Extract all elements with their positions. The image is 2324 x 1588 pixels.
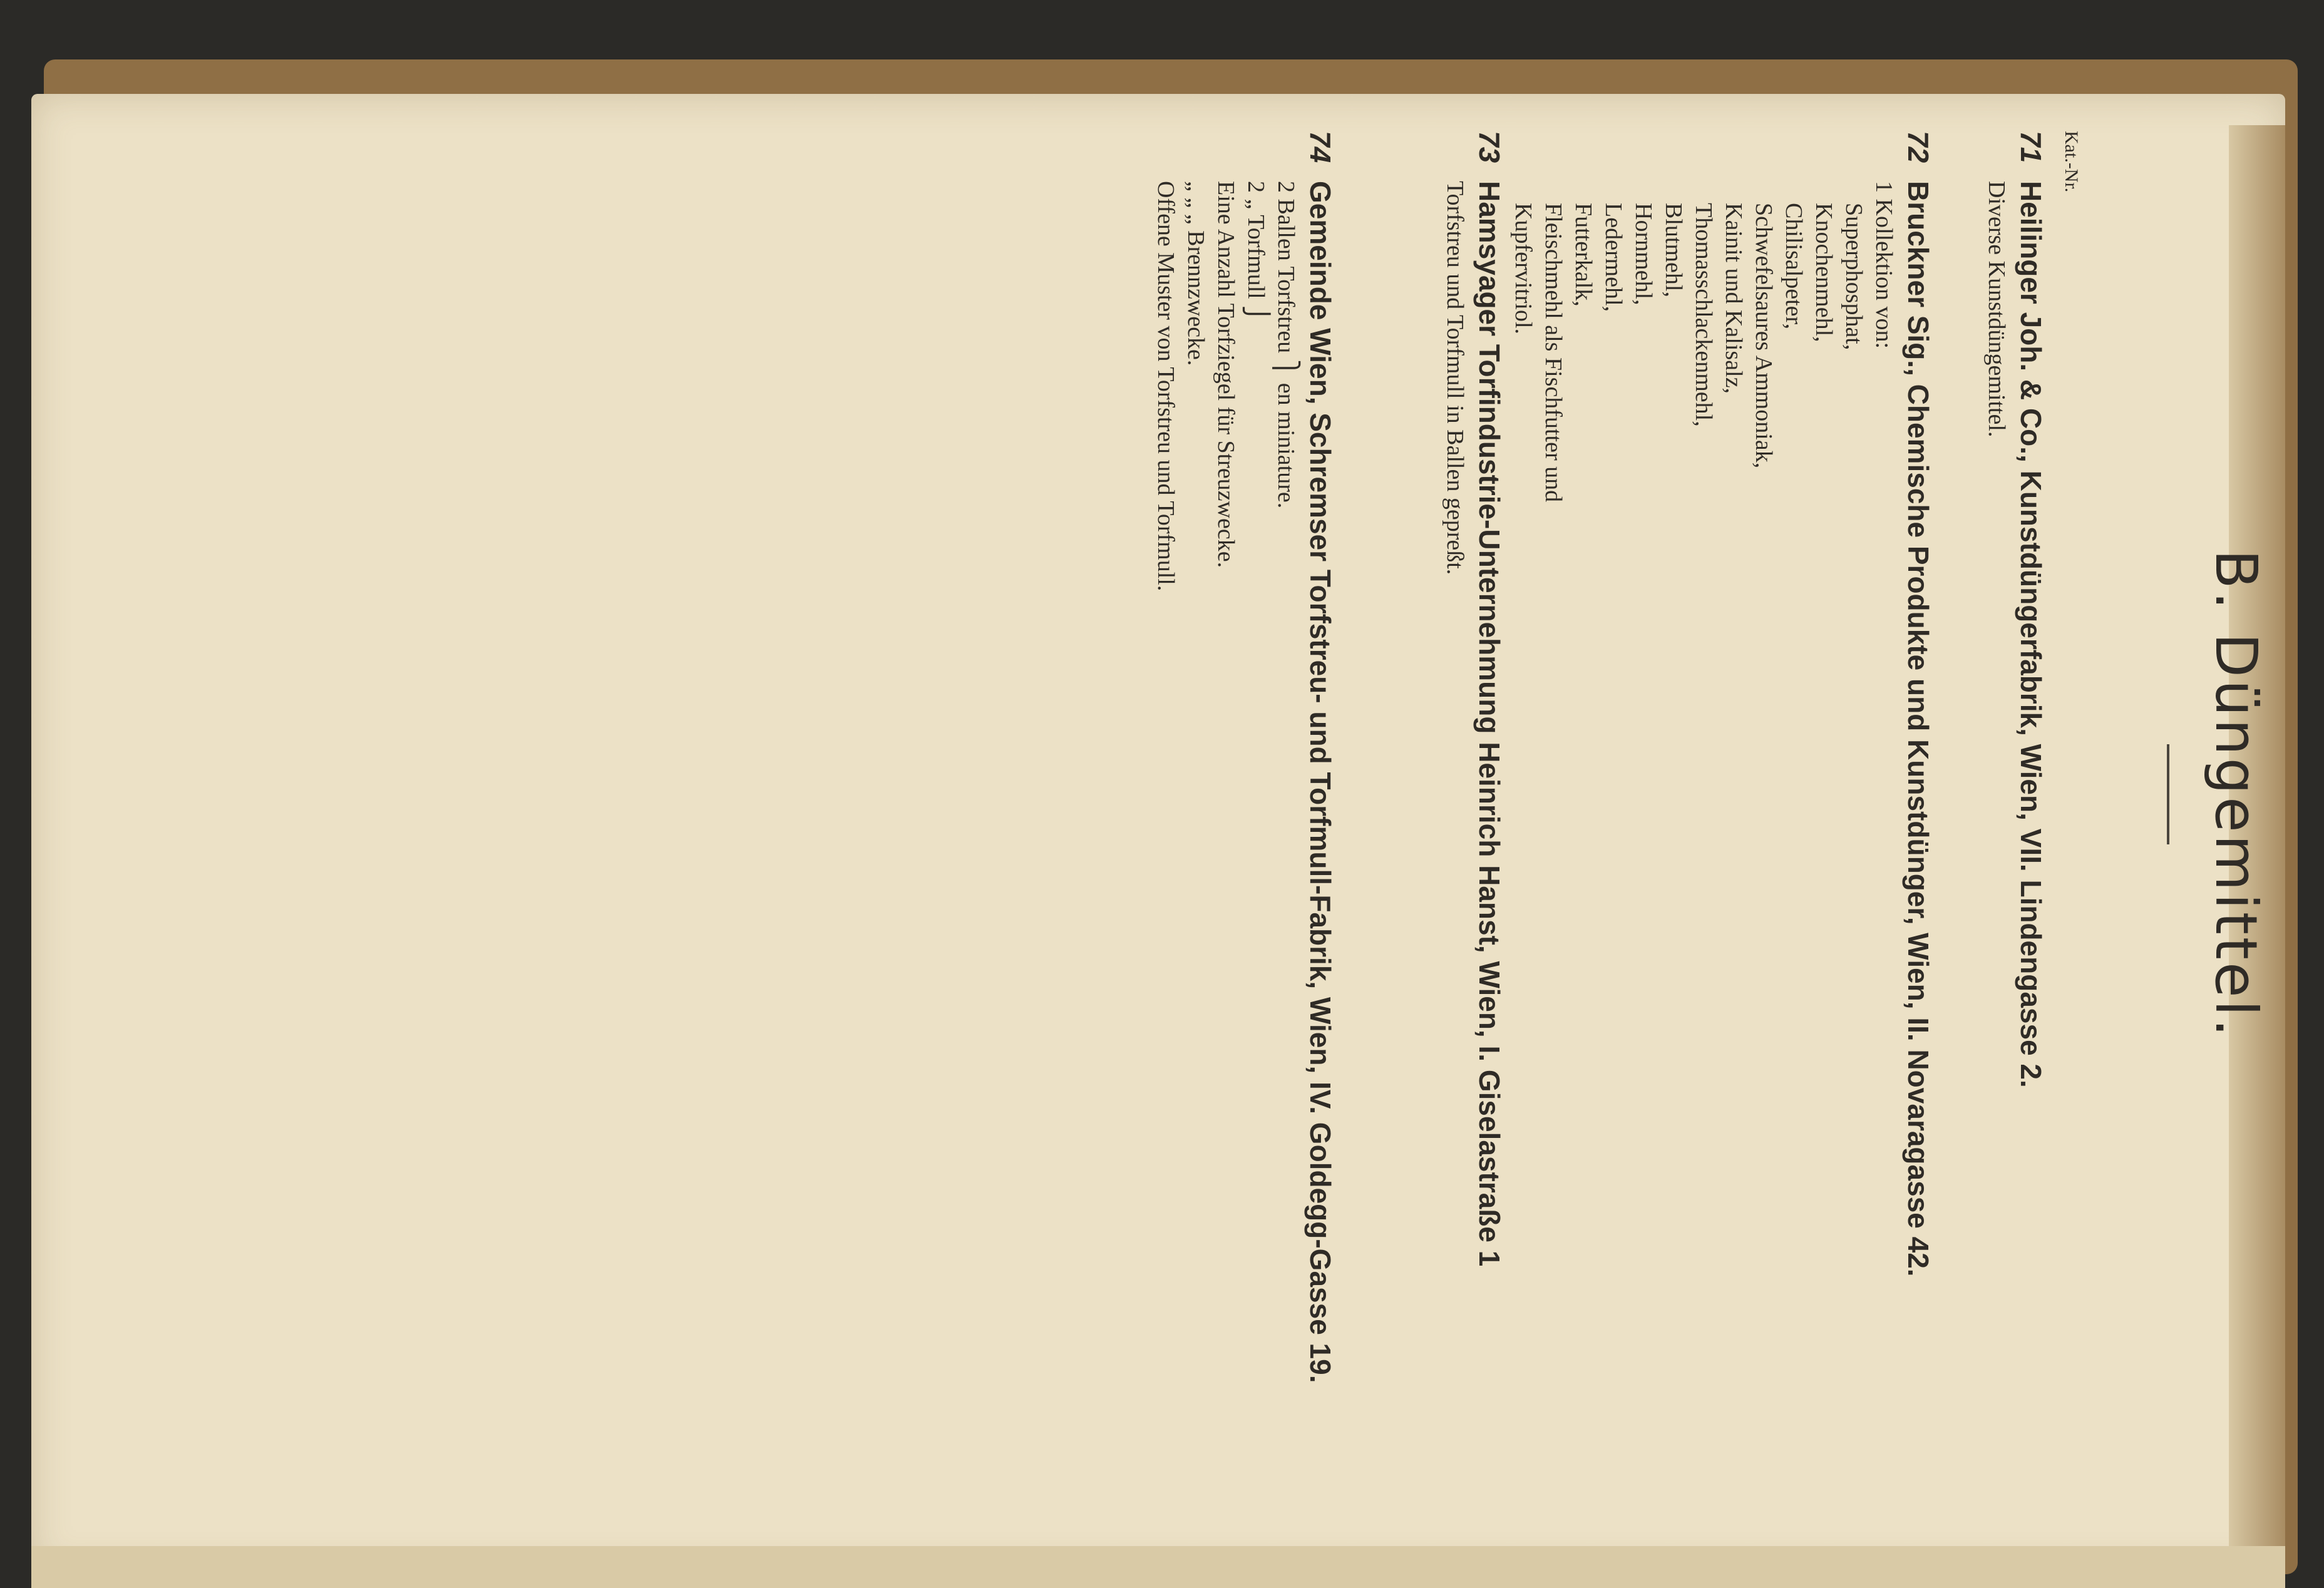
catalog-entry-72 xyxy=(1508,131,1938,1464)
page-content xyxy=(779,106,2295,1483)
entry-subline: Thomasschlackenmehl, xyxy=(1690,203,1717,427)
section-title: B. Düngemittel. xyxy=(2203,549,2270,1040)
entry-subline: Blutmehl, xyxy=(1660,203,1687,297)
entry-heading xyxy=(2012,131,2050,1464)
entry-subline: Chilisalpeter, xyxy=(1781,203,1807,330)
entry-exhibitor: Heilinger Joh. & Co., Kunstdüngerfabrik, Wien, VII. Lindengasse 2. xyxy=(2015,181,2047,1088)
entry-exhibitor: Hamsyager Torfindustrie-Unternehmung Heinrich Hanst, Wien, I. Giselastraße 1 xyxy=(1473,181,1506,1267)
entry-heading xyxy=(1899,131,1938,1464)
entry-subline: Ledermehl, xyxy=(1600,203,1627,312)
entry-line: 1 Kollektion von: xyxy=(1871,181,1897,349)
catalog-entry-71 xyxy=(1982,131,2050,1464)
entry-subline: Fleischmehl als Fischfutter und xyxy=(1540,203,1566,503)
entry-subline: Superphosphat, xyxy=(1841,203,1867,351)
entry-exhibitor: Bruckner Sig., Chemische Produkte und Kunstdünger, Wien, II. Novaragasse 42. xyxy=(1902,181,1935,1277)
entry-subline: Schwefelsaures Ammoniak, xyxy=(1751,203,1777,469)
entry-line: Torfstreu und Torfmull in Ballen gepreßt. xyxy=(1442,181,1468,575)
entry-subline: Futterkalk, xyxy=(1570,203,1596,307)
title-rule xyxy=(2167,744,2169,844)
entry-number: 73 xyxy=(1473,131,1506,163)
entry-heading xyxy=(1301,131,1340,1464)
entry-subline: Kainit und Kalisalz, xyxy=(1720,203,1747,394)
entry-line: Eine Anzahl Torfziegel für Streuzwecke. xyxy=(1213,181,1239,568)
entry-number: 74 xyxy=(1304,131,1337,163)
entry-line: 2 Ballen Torfstreu ⎫ en miniature. xyxy=(1273,181,1299,509)
entry-line: Diverse Kunstdüngemittel. xyxy=(1983,181,2010,438)
entry-subline: Hornmehl, xyxy=(1630,203,1657,305)
kat-nr-label: Kat.-Nr. xyxy=(2061,131,2082,193)
entry-line: „ „ „ Brennzwecke. xyxy=(1183,181,1209,366)
catalog-entry-73 xyxy=(1440,131,1509,1464)
entry-number: 71 xyxy=(2015,131,2047,163)
page-bottom-strip xyxy=(31,1546,2285,1588)
catalog-entry-74 xyxy=(1151,131,1340,1464)
entry-exhibitor: Gemeinde Wien, Schremser Torfstreu- und Torfmull-Fabrik, Wien, IV. Goldegg-Gasse 19. xyxy=(1304,181,1337,1383)
entry-line: Offene Muster von Torfstreu und Torfmull. xyxy=(1153,181,1179,592)
entry-subline: Knochenmehl, xyxy=(1811,203,1837,342)
entry-line: 2 „ Torfmull ⎭ xyxy=(1243,181,1269,323)
entry-number: 72 xyxy=(1902,131,1935,163)
entry-heading xyxy=(1470,131,1509,1464)
entry-subline: Kupfervitriol. xyxy=(1510,203,1536,335)
